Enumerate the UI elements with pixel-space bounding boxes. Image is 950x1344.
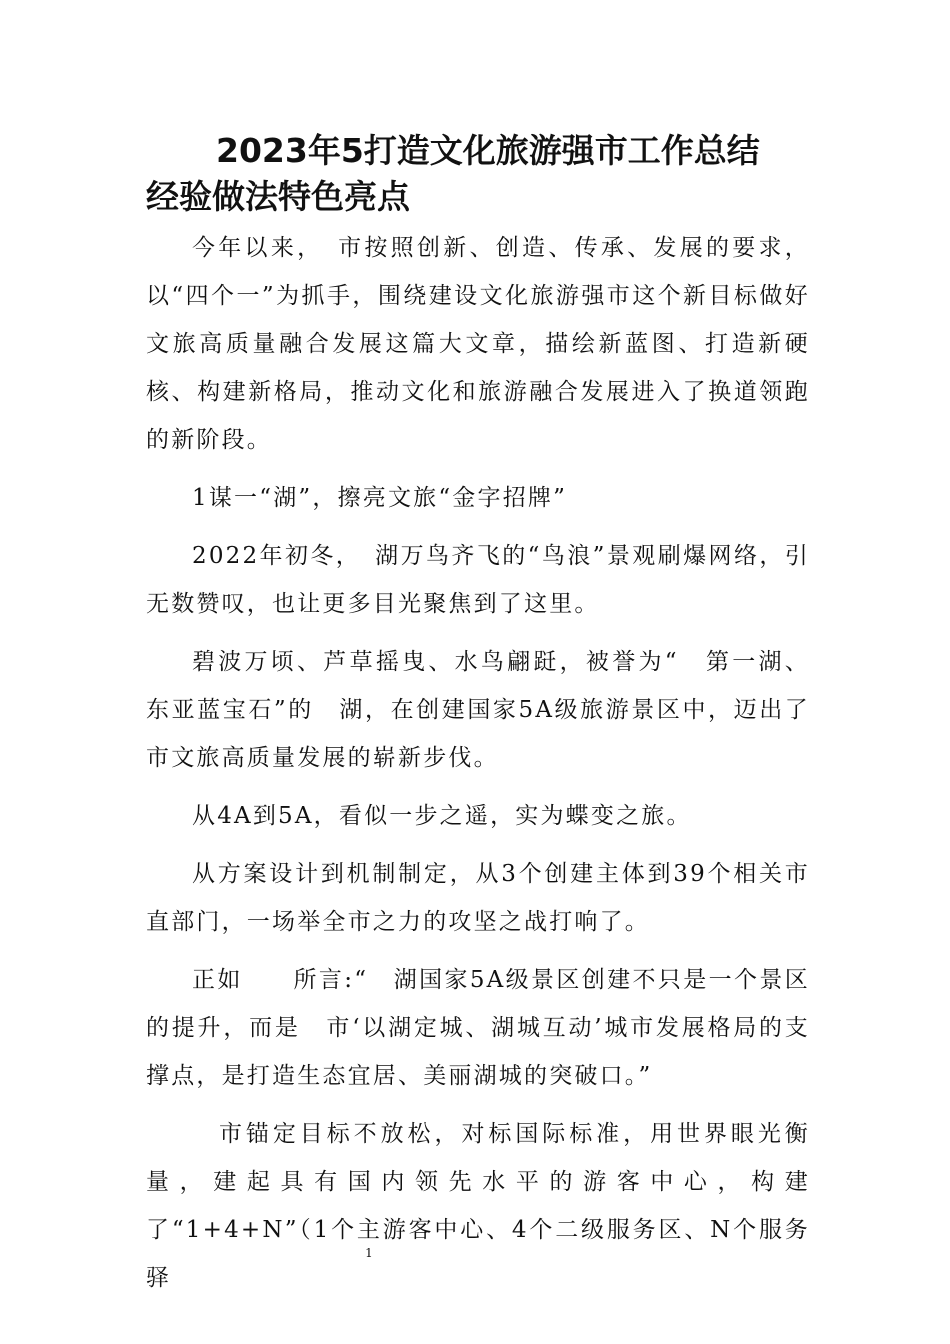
title-line-1: 2023年5打造文化旅游强市工作总结 [216, 131, 760, 170]
section-heading-1: 1谋一“湖”，擦亮文旅“金字招牌” [192, 485, 568, 511]
paragraph-intro: 今年以来， 市按照创新、创造、传承、发展的要求，以“四个一”为抓手，围绕建设文化旅游强市这个新目标做好文旅高质量融合发展这篇大文章，描绘新蓝图、打造新硬核、构建新格局，推动文化和旅游融合发展进入了换道领跑的新阶段。 [146, 235, 810, 453]
document-body [146, 224, 836, 1312]
paragraph: 2022年初冬， 湖万鸟齐飞的“鸟浪”景观刷爆网络，引无数赞叹，也让更多目光聚焦到了这里。 [146, 543, 810, 617]
title-line-2: 经验做法特色亮点 [146, 177, 410, 216]
paragraph: 从方案设计到机制制定，从3个创建主体到39个相关市直部门，一场举全市之力的攻坚之战打响了。 [146, 861, 810, 935]
paragraph: 从4A到5A，看似一步之遥，实为蝶变之旅。 [192, 803, 692, 829]
paragraph: 市锚定目标不放松，对标国际标准，用世界眼光衡量，建起具有国内领先水平的游客中心，构建了“1+4+N”（1个主游客中心、4个二级服务区、N个服务驿 [146, 1121, 810, 1291]
paragraph: 正如 所言:“ 湖国家5A级景区创建不只是一个景区的提升，而是 市‘以湖定城、湖城互动’城市发展格局的支撑点，是打造生态宜居、美丽湖城的突破口。” [146, 967, 810, 1089]
page-number: 1 [365, 1246, 373, 1260]
paragraph: 碧波万顷、芦草摇曳、水鸟翩跹，被誉为“ 第一湖、东亚蓝宝石”的 湖，在创建国家5A级旅游景区中，迈出了 市文旅高质量发展的崭新步伐。 [146, 649, 836, 771]
document-title [146, 128, 826, 220]
